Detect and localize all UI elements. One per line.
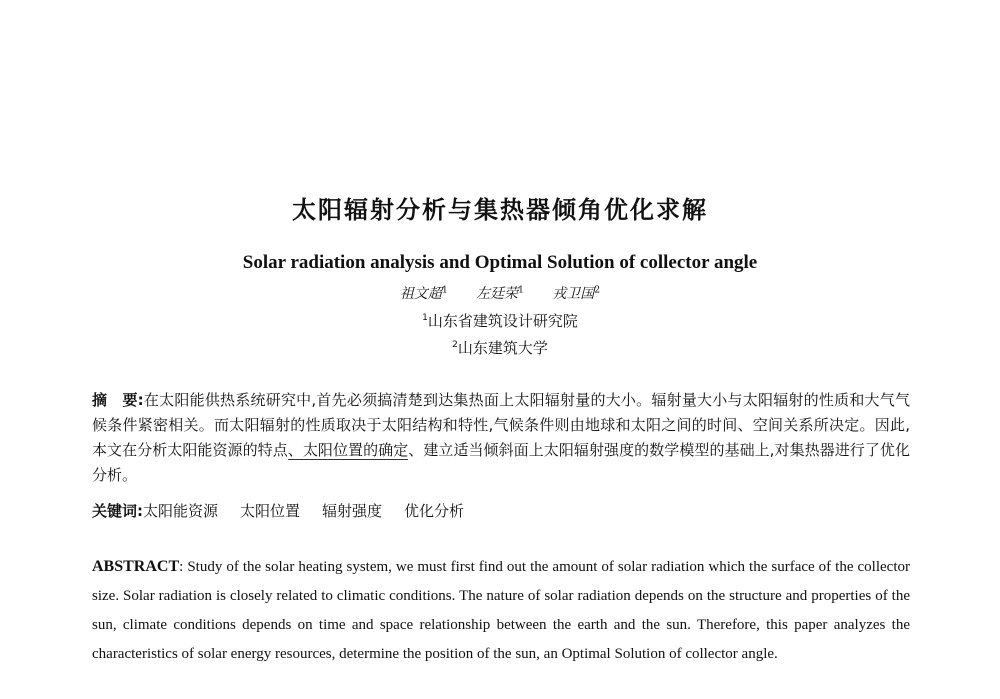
- handwritten-underline: 、太阳位置的确定: [287, 441, 409, 459]
- abstract-chinese-text: 在太阳能供热系统研究中,首先必须搞清楚到达集热面上太阳辐射量的大小。辐射量大小与太阳辐射的性质和大气气候条件紧密相关。而太阳辐射的性质取决于太阳结构和特性,气候条件则由地球和太阳之间的时间、空间关系所决定。因此,本文在分析太阳能资源的特点: [92, 391, 911, 459]
- affiliation-name: 山东省建筑设计研究院: [427, 312, 578, 330]
- affiliation-number: 1: [422, 313, 428, 323]
- author: [476, 286, 524, 302]
- keyword: 太阳能资源: [143, 502, 219, 520]
- affiliation: [0, 310, 1000, 331]
- affiliation-name: 山东建筑大学: [457, 339, 548, 357]
- author: [552, 286, 600, 302]
- author-affiliation-mark: 2: [594, 285, 601, 296]
- keywords-chinese: [92, 500, 910, 521]
- author-affiliation-mark: 1: [441, 285, 448, 296]
- abstract-chinese-text-end: 、建立适当倾斜面上太阳辐射强度的数学模型的基础上,对集热器进行了优化分析。: [92, 441, 910, 484]
- author: [400, 286, 448, 302]
- affiliation: [0, 337, 1000, 358]
- author-affiliation-mark: 1: [518, 285, 524, 296]
- keyword: 优化分析: [404, 502, 465, 520]
- affiliation-number: 2: [452, 340, 458, 350]
- keyword: 太阳位置: [240, 502, 301, 520]
- paper-title-chinese: 太阳辐射分析与集热器倾角优化求解: [292, 196, 708, 224]
- author-name: 左廷荣: [476, 286, 519, 302]
- author-name: 戎卫国: [552, 286, 595, 302]
- abstract-chinese: [92, 388, 910, 488]
- author-list: [0, 283, 1000, 303]
- abstract-english: [92, 552, 910, 669]
- keyword: 辐射强度: [322, 502, 383, 520]
- abstract-chinese-label: 摘 要:: [92, 391, 144, 409]
- paper-title-english: Solar radiation analysis and Optimal Solution of collector angle: [242, 252, 758, 273]
- abstract-english-text: : Study of the solar heating system, we must first find out the amount of solar radiation which the surface of the collector size. Solar radiation is closely related to climatic conditions. The nature of solar radiation depends on the structure and properties of the sun, climate conditions depends on time and space relationship between the earth and the sun. Therefore, this paper analyzes the characteristics of solar energy resources, determine the position of the sun, an Optimal Solution of collector angle.: [92, 559, 910, 662]
- author-name: 祖文超: [399, 286, 442, 302]
- keywords-label: 关键词:: [92, 502, 143, 520]
- abstract-english-label: ABSTRACT: [92, 558, 180, 575]
